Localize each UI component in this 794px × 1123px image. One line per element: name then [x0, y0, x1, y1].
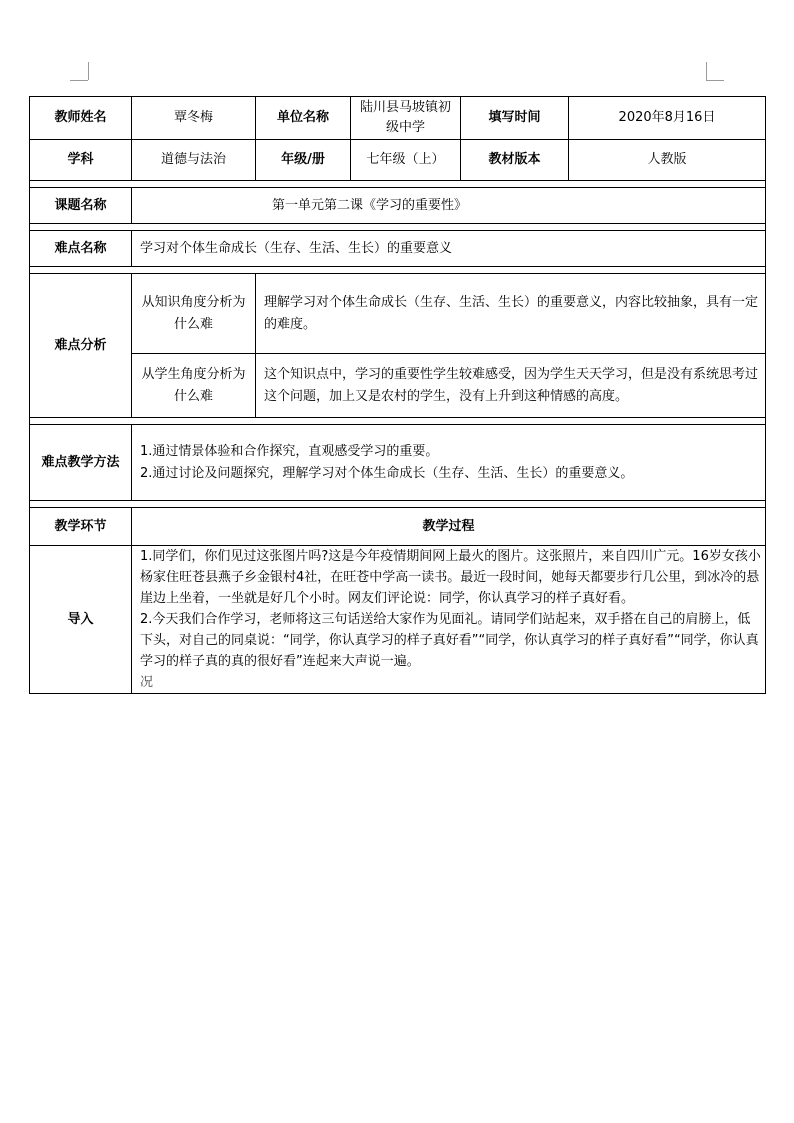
analysis-label: 难点分析 [30, 274, 132, 418]
difficulty-label: 难点名称 [30, 231, 132, 267]
unit-name-value: 陆川县马坡镇初级中学 [351, 97, 461, 140]
unit-name-label: 单位名称 [256, 97, 351, 140]
method-row [30, 425, 766, 501]
method-content [132, 425, 766, 501]
process-header-row [30, 508, 766, 546]
gap-row [30, 181, 766, 188]
edition-value: 人教版 [569, 140, 766, 181]
intro-content [132, 546, 766, 694]
analysis-row-knowledge [30, 274, 766, 354]
header-row-1 [30, 97, 766, 140]
gap-row [30, 224, 766, 231]
crop-mark-top-right-h [706, 80, 724, 81]
intro-paragraph-1: 1.同学们，你们见过这张图片吗?这是今年疫情期间网上最火的图片。这张照片，来自四川广元。16岁女孩小杨家住旺苍县燕子乡金银村4社，在旺苍中学高一读书。最近一段时间，她每天都要步行几公里，到冰冷的悬崖边上坐着，一坐就是好几个小时。网友们评论说：同学，你认真学习的样子真好看。 [140, 549, 761, 606]
student-angle-label: 从学生角度分析为什么难 [132, 354, 256, 418]
knowledge-angle-label: 从知识角度分析为什么难 [132, 274, 256, 354]
teacher-name-label: 教师姓名 [30, 97, 132, 140]
lesson-plan-table [29, 96, 766, 694]
topic-row [30, 188, 766, 224]
gap-row [30, 267, 766, 274]
subject-label: 学科 [30, 140, 132, 181]
topic-value: 第一单元第二课《学习的重要性》 [132, 188, 766, 224]
teacher-name-value: 覃冬梅 [132, 97, 256, 140]
stage-intro-label: 导入 [30, 546, 132, 694]
student-angle-text: 这个知识点中，学习的重要性学生较难感受，因为学生天天学习，但是没有系统思考过这个问题，加上又是农村的学生，没有上升到这种情感的高度。 [256, 354, 766, 418]
method-label: 难点教学方法 [30, 425, 132, 501]
intro-paragraph-3: 况 [140, 675, 154, 690]
crop-mark-top-left-v [88, 62, 89, 80]
gap-row [30, 501, 766, 508]
intro-row [30, 546, 766, 694]
header-row-2 [30, 140, 766, 181]
stage-header: 教学环节 [30, 508, 132, 546]
edition-label: 教材版本 [461, 140, 569, 181]
difficulty-row [30, 231, 766, 267]
subject-value: 道德与法治 [132, 140, 256, 181]
process-header: 教学过程 [132, 508, 766, 546]
difficulty-value: 学习对个体生命成长（生存、生活、生长）的重要意义 [132, 231, 766, 267]
analysis-row-student [30, 354, 766, 418]
topic-label: 课题名称 [30, 188, 132, 224]
gap-row [30, 418, 766, 425]
intro-paragraph-2: 2.今天我们合作学习，老师将这三句话送给大家作为见面礼。请同学们站起来，双手搭在自己的肩膀上，低下头，对自己的同桌说：“同学，你认真学习的样子真好看”“同学，你认真学习的样子真好看”“同学，你认真学习的样子真的真的很好看”连起来大声说一遍。 [140, 612, 759, 669]
fill-date-value: 2020年8月16日 [569, 97, 766, 140]
method-item-1: 1.通过情景体验和合作探究，直观感受学习的重要。 [140, 443, 439, 459]
crop-mark-top-right-v [706, 62, 707, 80]
grade-label: 年级/册 [256, 140, 351, 181]
fill-date-label: 填写时间 [461, 97, 569, 140]
grade-value: 七年级（上） [351, 140, 461, 181]
method-item-2: 2.通过讨论及问题探究，理解学习对个体生命成长（生存、生活、生长）的重要意义。 [140, 465, 634, 481]
knowledge-angle-text: 理解学习对个体生命成长（生存、生活、生长）的重要意义，内容比较抽象，具有一定的难度。 [256, 274, 766, 354]
crop-mark-top-left-h [70, 80, 88, 81]
